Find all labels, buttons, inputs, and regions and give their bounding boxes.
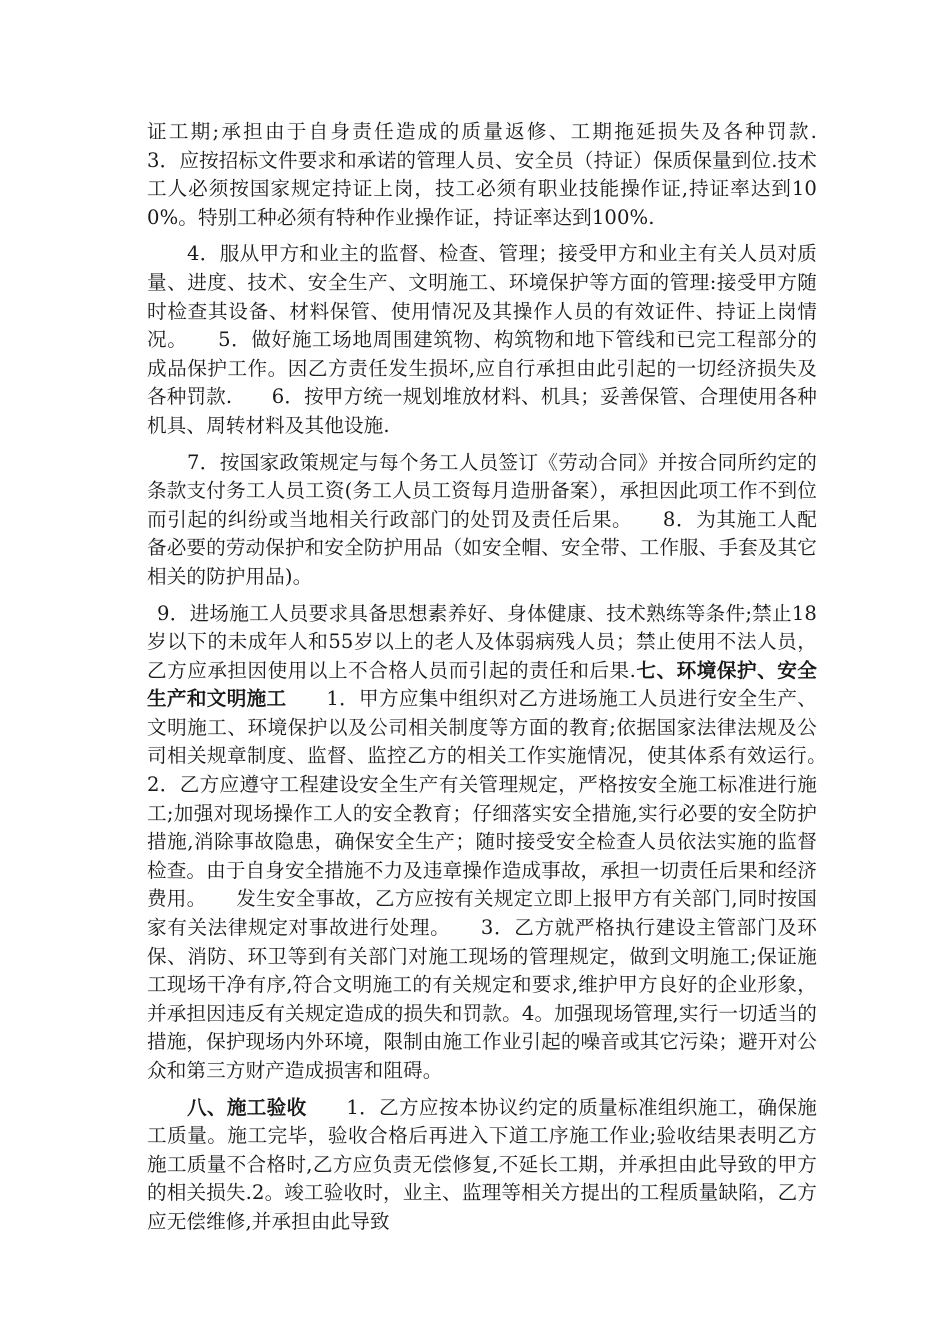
paragraph-4-text-before: 9．进场施工人员要求具备思想素养好、身体健康、技术熟练等条件;禁止18岁以下的未成年人和55岁以上的老人及体弱病残人员；禁止使用不法人员，乙方应承担因使用以上不合格人员而引起的责任和后果. [147,601,817,682]
paragraph-4 [147,600,857,1086]
section-heading-7: 七、环境保护、安全生产和文明施工 [147,658,817,711]
paragraph-5-text-after: 1．乙方应按本协议约定的质量标准组织施工，确保施工质量。施工完毕，验收合格后再进入下道工序施工作业;验收结果表明乙方施工质量不合格时,乙方应负责无偿修复,不延长工期，并承担由此导致的甲方的相关损失.2。竣工验收时，业主、监理等相关方提出的工程质量缺陷，乙方应无偿维修,并承担由此导致 [147,1095,817,1233]
paragraph-4-text-after: 1．甲方应集中组织对乙方进场施工人员进行安全生产、文明施工、环境保护以及公司相关制度等方面的教育;依据国家法律法规及公司相关规章制度、监督、监控乙方的相关工作实施情况，使其体系有效运行。 2．乙方应遵守工程建设安全生产有关管理规定，严格按安全施工标准进行施工;加强对现场操作工人的安全教育；仔细落实安全措施,实行必要的安全防护措施,消除事故隐患，确保安全生产；随时接受安全检查人员依法实施的监督检查。由于自身安全措施不力及违章操作造成事故，承担一切责任后果和经济费用。 发生安全事故，乙方应按有关规定立即上报甲方有关部门,同时按国家有关法律规定对事故进行处理。 3．乙方就严格执行建设主管部门及环保、消防、环卫等到有关部门对施工现场的管理规定，做到文明施工;保证施工现场干净有序,符合文明施工的有关规定和要求,维护甲方良好的企业形象，并承担因违反有关规定造成的损失和罚款。4。加强现场管理,实行一切适当的措施，保护现场内外环境，限制由施工作业引起的噪音或其它污染；避开对公众和第三方财产造成损害和阻碍。 [147,687,857,1082]
document-page [147,118,857,1245]
paragraph-3: 7．按国家政策规定与每个务工人员签订《劳动合同》并按合同所约定的条款支付务工人员工资(务工人员工资每月造册备案），承担因此项工作不到位而引起的纠纷或当地相关行政部门的处罚及责任后果。 8．为其施工人配备必要的劳动保护和安全防护用品（如安全帽、安全带、工作服、手套及其它相关的防护用品)。 [147,450,817,588]
section-heading-8: 八、施工验收 [187,1095,307,1119]
paragraph-5 [147,1094,817,1237]
paragraph-1: 证工期;承担由于自身责任造成的质量返修、工期拖延损失及各种罚款. 3．应按招标文件要求和承诺的管理人员、安全员（持证）保质保量到位.技术工人必须按国家规定持证上岗，技工必须有职业技能操作证,持证率达到100%。特别工种必须有特种作业操作证，持证率达到100%. [147,120,857,229]
paragraph-2: 4．服从甲方和业主的监督、检查、管理；接受甲方和业主有关人员对质量、进度、技术、安全生产、文明施工、环境保护等方面的管理:接受甲方随时检查其设备、材料保管、使用情况及其操作人员的有效证件、持证上岗情况。 5．做好施工场地周围建筑物、构筑物和地下管线和已完工程部分的成品保护工作。因乙方责任发生损坏,应自行承担由此引起的一切经济损失及各种罚款. 6．按甲方统一规划堆放材料、机具；妥善保管、合理使用各种机具、周转材料及其他设施. [147,242,817,437]
